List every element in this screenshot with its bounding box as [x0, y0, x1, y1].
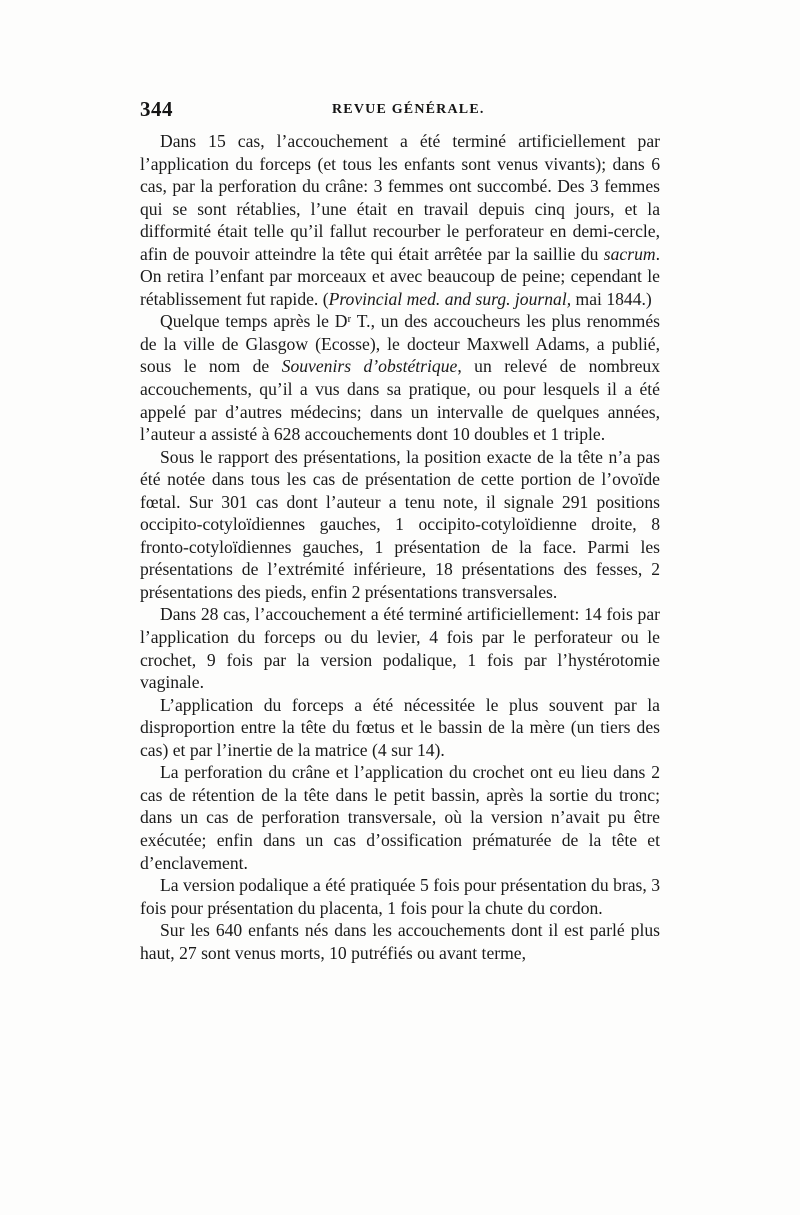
- page-header: [140, 97, 660, 123]
- paragraph: [140, 694, 660, 762]
- text-run: Sous le rapport des présentations, la position exacte de la tête n’a pas été notée dans tous les cas de présentation de cette portion de l’ovoïde fœtal. Sur 301 cas dont l’auteur a tenu note, il signale 291 positions occipito-cotyloïdiennes gauches, 1 occipito-cotyloïdienne droite, 8 fronto-cotyloïdiennes gauches, 1 présentation de la face. Parmi les présentations de l’extrémité inférieure, 18 présentations des fesses, 2 présentations des pieds, enfin 2 présentations transversales.: [140, 446, 660, 602]
- paragraph: [140, 446, 660, 604]
- paragraph: [140, 874, 660, 919]
- italic-text: Provincial med. and surg. journal,: [328, 288, 572, 309]
- italic-text: Souvenirs d’obstétrique: [281, 356, 458, 377]
- paragraph: [140, 310, 660, 445]
- text-run: Dans 28 cas, l’accouchement a été terminé artificiellement: 14 fois par l’application du forceps ou du levier, 4 fois par le perforateur ou le crochet, 9 fois par la version podalique, 1 fois par l’hystérotomie vaginale.: [140, 604, 660, 693]
- text-run: Dans 15 cas, l’accouchement a été terminé artificiellement par l’application du forceps (et tous les enfants sont venus vivants); dans 6 cas, par la perforation du crâne: 3 femmes ont succombé. Des 3 femmes qui se sont rétablies, l’une était en travail depuis cinq jours, et la difformité était telle qu’il fallut recourber le perforateur en demi-cercle, afin de pouvoir atteindre la tête qui était arrêtée par la saillie du: [140, 131, 660, 264]
- text-run: La perforation du crâne et l’application du crochet ont eu lieu dans 2 cas de rétention de la tête dans le petit bassin, après la sortie du tronc; dans un cas de perforation transversale, où la version n’avait pu être exécutée; enfin dans un cas d’ossification prématurée de la tête et d’enclavement.: [140, 762, 660, 873]
- text-run: La version podalique a été pratiquée 5 fois pour présentation du bras, 3 fois pour présentation du placenta, 1 fois pour la chute du cordon.: [140, 875, 660, 918]
- text-run: . On retira l’enfant par morceaux et avec beaucoup de peine; cependant le rétablissement fut rapide. (: [140, 243, 660, 309]
- text-run: , un relevé de nombreux accouchements, qu’il a vus dans sa pratique, ou pour lesquels il a été appelé par d’autres médecins; dans un intervalle de quelques années, l’auteur a assisté à 628 accouchements dont 10 doubles et 1 triple.: [140, 356, 660, 445]
- paragraph: [140, 761, 660, 874]
- text-run: L’application du forceps a été nécessitée le plus souvent par la disproportion entre la tête du fœtus et le bassin de la mère (un tiers des cas) et par l’inertie de la matrice (4 sur 14).: [140, 694, 660, 760]
- text-run: Sur les 640 enfants nés dans les accouchements dont il est parlé plus haut, 27 sont venus morts, 10 putréfiés ou avant terme,: [140, 920, 660, 963]
- italic-text: sacrum: [603, 243, 656, 264]
- paragraph: [140, 130, 660, 310]
- page-number: 344: [140, 97, 173, 121]
- paragraph: [140, 603, 660, 693]
- paragraph: [140, 919, 660, 964]
- text-run: Quelque temps après le Dʳ T., un des accoucheurs les plus renommés de la ville de Glasgow (Ecosse), le docteur Maxwell Adams, a publié, sous le nom de: [140, 311, 660, 377]
- body-text: [140, 130, 660, 964]
- text-run: mai 1844.): [571, 288, 652, 309]
- running-head: REVUE GÉNÉRALE.: [332, 102, 485, 117]
